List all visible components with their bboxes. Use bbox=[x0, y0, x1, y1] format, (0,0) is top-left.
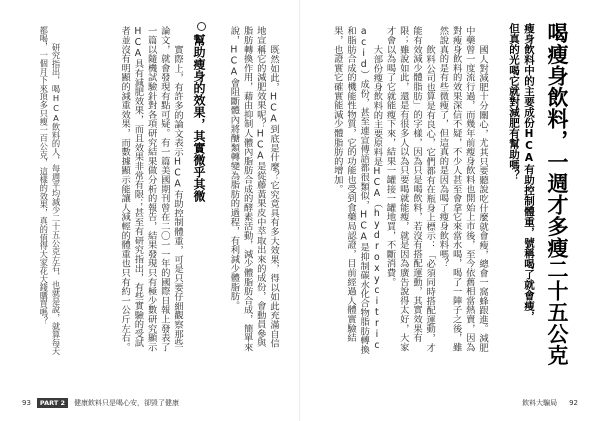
part-badge: PART 2 bbox=[37, 398, 68, 408]
left-body-note bbox=[18, 26, 62, 356]
body-paragraph: 大部份瘦身飲料的主要原料是HCA（hydroxycitric acid）成份，甚至連宣傳語都很類似，HCA是抑制碳水化合物脂肪轉換和脂肪合成的機能性物質，它的功能也受到食藥局認證，目前經過人體實驗結果，也證實它確實能減少體脂肪的增加。 bbox=[331, 26, 383, 355]
chapter-title: 喝瘦身飲料，一週才多瘦二十五公克 bbox=[545, 22, 569, 366]
left-page-number: 93 bbox=[22, 399, 31, 407]
left-running-title: 健康飲料只是喝心安，卻毀了健康 bbox=[74, 399, 180, 407]
body-paragraph: 研究指出，喝HCA飲料的人，每週平均減少二十五公克左右，也就是說，就算每天都喝，一個月下來頂多只瘦一百公克，這樣的效果，真的值得大家花大錢購買嗎？ bbox=[38, 26, 61, 355]
body-paragraph: 實際上，有許多的論文表示HCA有助控制體重，可是只要仔細觀察那些論文，就會發現有點可疑。有一篇美國期刊曾在二〇一一年的國際日報上發表了一篇以隨機試驗針對各項研究結果做分析的報告，結果發現只有極少數研究顯示HCA具有減肥效果，而且效果非常有限；甚至有研究指出，有些實驗的受試者並沒有明顯的減重效果，而數據顯示能讓人減輕的體重也只有約一公斤左右。 bbox=[119, 26, 183, 352]
section-heading: 幫助瘦身的效果，其實微乎其微 bbox=[192, 34, 206, 202]
right-body-text bbox=[309, 26, 489, 356]
left-body-intro bbox=[210, 26, 280, 356]
body-paragraph: 飲料公司也算是有良心，它們都有在瓶身上標示：「必須同時搭配運動，才能有效減少體脂肪」的字樣，因為只是喝飲料，若沒有搭配運動，其實效果有限；雖說如此，還是有很多人以為只要喝就能瘦，就是因為廣告說得太好，大家才會以為喝了它就能瘦下來，結果一罐接一罐地買，不斷消費。 bbox=[384, 26, 436, 352]
right-page-number: 92 bbox=[569, 399, 578, 407]
right-footer bbox=[522, 398, 578, 408]
body-paragraph: 國人對減肥十分關心，尤其只要聽說吃什麼就會瘦，總會一窩蜂跟進。減肥中藥曾一度流行過，而幾年前瘦身飲料也開始上市後，至今依舊相當熱賣，因為對瘦身飲料的效果深信不疑，不少人甚至會拿它來當水喝，喝了一陣子之後，雖然說真的是有些微瘦了，但這真的是因為喝了瘦身飲料嗎？ bbox=[437, 26, 488, 352]
left-footer bbox=[22, 398, 179, 408]
book-spine bbox=[299, 0, 301, 421]
right-running-title: 飲料大騙局 bbox=[522, 399, 558, 407]
left-body-text bbox=[62, 26, 184, 356]
chapter-subtitle bbox=[502, 23, 536, 363]
subtitle-line: 但真的光喝它就對減肥有幫助嗎？ bbox=[508, 23, 520, 181]
subtitle-line: 瘦身飲料中的主要成份HCA有助控制體重，號稱喝了就會瘦， bbox=[523, 23, 535, 322]
section-bullet-icon bbox=[197, 22, 206, 31]
body-paragraph: 既然如此，HCA到底是什麼？它究竟具有多大效果，得以如此充滿自信地宣稱它的減肥效果呢？HCA是從藤黃果皮中萃取出來的成份，會動員參與脂肪轉換作用，藉由抑制人體內脂肪合成的酵素活動，減少體脂肪合成，簡單來說，HCA會阻斷體內將醣類轉變為脂肪的過程，有利減少體脂肪。 bbox=[228, 26, 279, 352]
